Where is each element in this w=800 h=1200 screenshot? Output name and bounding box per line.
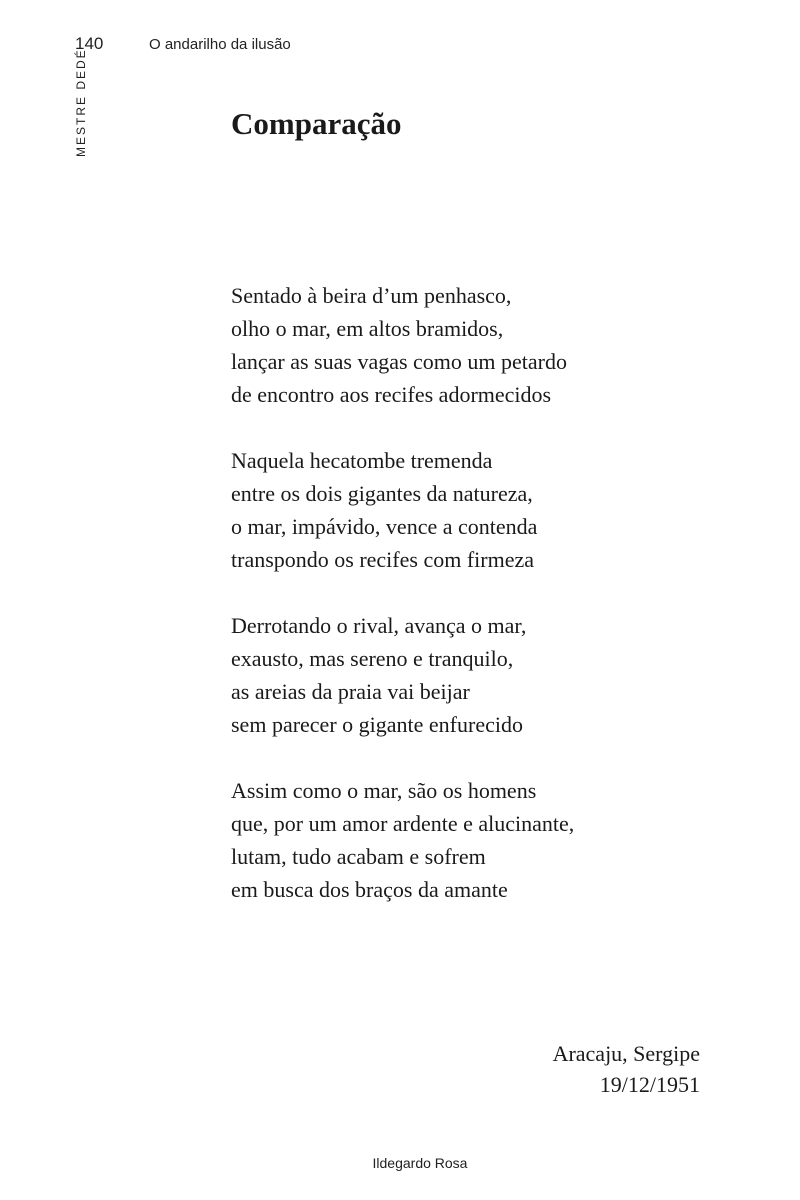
- page-number: 140: [75, 34, 104, 53]
- verse: Assim como o mar, são os homens: [231, 778, 537, 803]
- stanza-3: [231, 609, 574, 741]
- verse: Sentado à beira d’um penhasco,: [231, 283, 512, 308]
- poem-title: Comparação: [231, 106, 402, 141]
- signature: [553, 1038, 700, 1100]
- side-label: MESTRE DEDÉ: [74, 48, 88, 157]
- signature-place: Aracaju, Sergipe: [552, 1041, 700, 1066]
- verse: de encontro aos recifes adormecidos: [231, 382, 552, 407]
- stanza-1: [231, 279, 574, 411]
- author-footer: Ildegardo Rosa: [372, 1155, 468, 1171]
- running-title: O andarilho da ilusão: [149, 36, 291, 53]
- verse: as areias da praia vai beijar: [231, 679, 470, 704]
- verse: lutam, tudo acabam e sofrem: [231, 844, 486, 869]
- verse: exausto, mas sereno e tranquilo,: [231, 646, 514, 671]
- verse: Derrotando o rival, avança o mar,: [231, 613, 527, 638]
- stanza-4: [231, 774, 574, 906]
- verse: que, por um amor ardente e alucinante,: [231, 811, 575, 836]
- verse: em busca dos braços da amante: [231, 877, 508, 902]
- signature-date: 19/12/1951: [599, 1072, 700, 1097]
- verse: sem parecer o gigante enfurecido: [231, 712, 523, 737]
- verse: lançar as suas vagas como um petardo: [231, 349, 567, 374]
- verse: entre os dois gigantes da natureza,: [231, 481, 533, 506]
- stanza-2: [231, 444, 574, 576]
- verse: olho o mar, em altos bramidos,: [231, 316, 504, 341]
- verse: Naquela hecatombe tremenda: [231, 448, 493, 473]
- verse: o mar, impávido, vence a contenda: [231, 514, 538, 539]
- verse: transpondo os recifes com firmeza: [231, 547, 534, 572]
- poem-body: [231, 279, 574, 906]
